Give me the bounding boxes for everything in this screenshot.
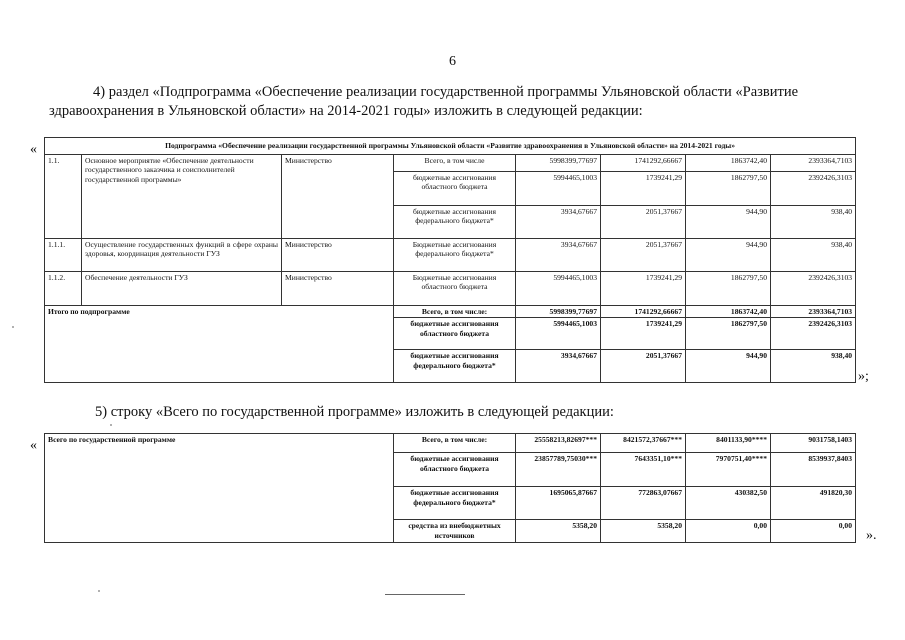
value-cell: 1695065,87667 xyxy=(516,487,601,520)
row-name: Осуществление государственных функций в сфере охраны здоровья, координация деятельности ГУЗ xyxy=(82,238,282,271)
source-cell: бюджетные ассигнования федерального бюджета* xyxy=(394,487,516,520)
value-cell: 938,40 xyxy=(771,350,856,383)
value-cell: 1862797,50 xyxy=(686,171,771,205)
value-cell: 1739241,29 xyxy=(601,318,686,350)
scan-speck xyxy=(98,590,100,592)
program-total-label: Всего по государственной программе xyxy=(45,434,394,543)
table2-open-quote: « xyxy=(30,438,37,453)
value-cell: 2051,37667 xyxy=(601,238,686,271)
row-executor: Министерство xyxy=(282,238,394,271)
value-cell: 1741292,66667 xyxy=(601,154,686,171)
value-cell: 938,40 xyxy=(771,205,856,238)
divider-line xyxy=(385,594,465,595)
value-cell: 3934,67667 xyxy=(516,350,601,383)
total-label: Итого по подпрограмме xyxy=(45,305,394,383)
value-cell: 5358,20 xyxy=(516,520,601,543)
source-cell: Всего, в том числе xyxy=(394,154,516,171)
program-total-table xyxy=(44,433,856,543)
value-cell: 2051,37667 xyxy=(601,205,686,238)
value-cell: 5998399,77697 xyxy=(516,305,601,318)
subprogram-header: Подпрограмма «Обеспечение реализации государственной программы Ульяновской области «Развитие здравоохранения в Ульяновской области» на 2014-2021 годы» xyxy=(45,138,856,155)
value-cell: 3934,67667 xyxy=(516,205,601,238)
scan-speck xyxy=(12,326,14,328)
value-cell: 2392426,3103 xyxy=(771,318,856,350)
row-number: 1.1.2. xyxy=(45,271,82,305)
value-cell: 2393364,7103 xyxy=(771,154,856,171)
value-cell: 1739241,29 xyxy=(601,271,686,305)
value-cell: 7643351,10*** xyxy=(601,453,686,487)
row-name: Основное мероприятие «Обеспечение деятельности государственного заказчика и соисполнителей государственной программы» xyxy=(82,154,282,238)
value-cell: 0,00 xyxy=(771,520,856,543)
value-cell: 2051,37667 xyxy=(601,350,686,383)
value-cell: 1862797,50 xyxy=(686,318,771,350)
value-cell: 7970751,40**** xyxy=(686,453,771,487)
source-cell: Всего, в том числе: xyxy=(394,305,516,318)
value-cell: 9031758,1403 xyxy=(771,434,856,453)
table1-open-quote: « xyxy=(30,142,37,157)
source-cell: бюджетные ассигнования областного бюджета xyxy=(394,171,516,205)
value-cell: 772863,07667 xyxy=(601,487,686,520)
source-cell: средства из внебюджетных источников xyxy=(394,520,516,543)
value-cell: 3934,67667 xyxy=(516,238,601,271)
value-cell: 1741292,66667 xyxy=(601,305,686,318)
value-cell: 0,00 xyxy=(686,520,771,543)
section-4-paragraph xyxy=(49,83,854,121)
value-cell: 1863742,40 xyxy=(686,305,771,318)
value-cell: 25558213,82697*** xyxy=(516,434,601,453)
value-cell: 23857789,75030*** xyxy=(516,453,601,487)
value-cell: 430382,50 xyxy=(686,487,771,520)
source-cell: бюджетные ассигнования федерального бюджета* xyxy=(394,205,516,238)
value-cell: 5994465,1003 xyxy=(516,271,601,305)
value-cell: 5998399,77697 xyxy=(516,154,601,171)
page-number: 6 xyxy=(449,54,456,69)
value-cell: 8401133,90**** xyxy=(686,434,771,453)
value-cell: 944,90 xyxy=(686,238,771,271)
value-cell: 1863742,40 xyxy=(686,154,771,171)
source-cell: бюджетные ассигнования областного бюджета xyxy=(394,318,516,350)
row-executor: Министерство xyxy=(282,154,394,238)
value-cell: 8421572,37667*** xyxy=(601,434,686,453)
source-cell: бюджетные ассигнования федерального бюджета* xyxy=(394,350,516,383)
row-number: 1.1.1. xyxy=(45,238,82,271)
value-cell: 938,40 xyxy=(771,238,856,271)
section-4-text: 4) раздел «Подпрограмма «Обеспечение реализации государственной программы Ульяновской области «Развитие здравоохранения в Ульяновской области» на 2014-2021 годы» изложить в следующей редакции: xyxy=(49,84,799,119)
value-cell: 2392426,3103 xyxy=(771,271,856,305)
source-cell: бюджетные ассигнования областного бюджета xyxy=(394,453,516,487)
value-cell: 2393364,7103 xyxy=(771,305,856,318)
source-cell: Бюджетные ассигнования областного бюджета xyxy=(394,271,516,305)
value-cell: 944,90 xyxy=(686,205,771,238)
value-cell: 2392426,3103 xyxy=(771,171,856,205)
value-cell: 5358,20 xyxy=(601,520,686,543)
value-cell: 944,90 xyxy=(686,350,771,383)
value-cell: 1739241,29 xyxy=(601,171,686,205)
value-cell: 8539937,8403 xyxy=(771,453,856,487)
source-cell: Всего, в том числе: xyxy=(394,434,516,453)
source-cell: Бюджетные ассигнования федерального бюджета* xyxy=(394,238,516,271)
table2-close-quote: ». xyxy=(866,528,877,543)
table1-close-quote: »; xyxy=(858,369,869,384)
section-5-paragraph: 5) строку «Всего по государственной программе» изложить в следующей редакции: xyxy=(95,404,614,420)
row-name: Обеспечение деятельности ГУЗ xyxy=(82,271,282,305)
value-cell: 5994465,1003 xyxy=(516,318,601,350)
row-executor: Министерство xyxy=(282,271,394,305)
value-cell: 1862797,50 xyxy=(686,271,771,305)
value-cell: 5994465,1003 xyxy=(516,171,601,205)
subprogram-table xyxy=(44,137,856,383)
row-number: 1.1. xyxy=(45,154,82,238)
value-cell: 491820,30 xyxy=(771,487,856,520)
scan-speck xyxy=(110,424,112,426)
